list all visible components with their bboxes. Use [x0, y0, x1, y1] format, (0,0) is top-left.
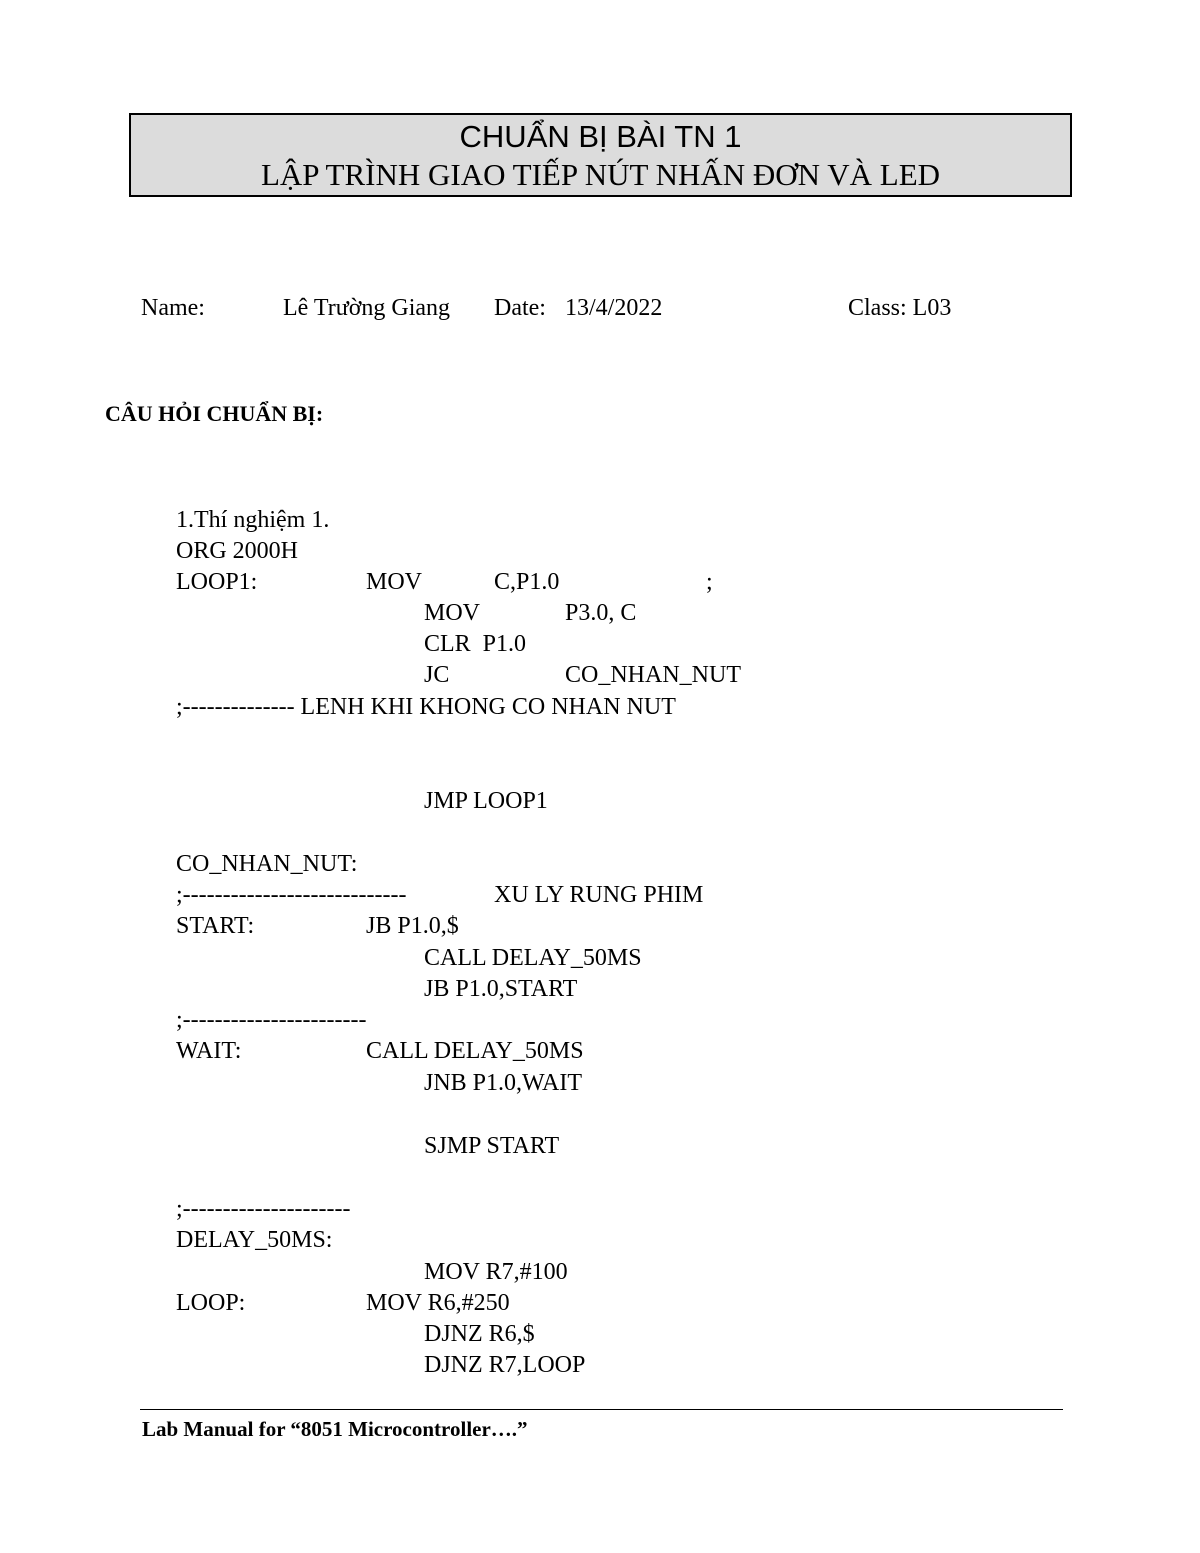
code-instruction: JB P1.0,$: [366, 913, 459, 939]
code-instruction: CALL DELAY_50MS: [366, 1038, 584, 1064]
document-subtitle: LẬP TRÌNH GIAO TIẾP NÚT NHẤN ĐƠN VÀ LED: [260, 157, 941, 192]
code-instruction: MOV R6,#250: [366, 1290, 510, 1316]
footer-divider: [140, 1409, 1063, 1410]
title-box: [129, 113, 1072, 197]
code-line: JNB P1.0,WAIT: [424, 1070, 583, 1096]
name-value: Lê Trường Giang: [283, 295, 451, 321]
code-heading: 1.Thí nghiệm 1.: [176, 507, 330, 533]
code-instruction: MOV: [424, 600, 481, 626]
code-comment: XU LY RUNG PHIM: [494, 882, 704, 908]
code-label: CO_NHAN_NUT:: [176, 851, 358, 877]
code-comment: ;-----------------------: [176, 1007, 367, 1033]
code-line: JB P1.0,START: [424, 976, 578, 1002]
code-instruction: JC: [424, 662, 450, 688]
name-label: Name:: [141, 295, 205, 321]
code-label: WAIT:: [176, 1038, 242, 1064]
code-comment: ;-------------- LENH KHI KHONG CO NHAN NUT: [176, 694, 676, 720]
code-label: LOOP1:: [176, 569, 258, 595]
section-title: CÂU HỎI CHUẨN BỊ:: [105, 401, 324, 426]
code-operand: C,P1.0: [494, 569, 560, 595]
code-label: LOOP:: [176, 1290, 246, 1316]
code-comment: ;----------------------------: [176, 882, 407, 908]
class-value: Class: L03: [848, 295, 952, 321]
code-line: DJNZ R7,LOOP: [424, 1352, 586, 1378]
code-line: DJNZ R6,$: [424, 1321, 535, 1347]
code-comment: ;---------------------: [176, 1196, 351, 1222]
code-line: CLR P1.0: [424, 631, 527, 657]
code-operand: CO_NHAN_NUT: [565, 662, 741, 688]
code-operand: P3.0, C: [565, 600, 637, 626]
code-label: DELAY_50MS:: [176, 1227, 333, 1253]
footer-text: Lab Manual for “8051 Microcontroller….”: [142, 1417, 528, 1441]
document-title: CHUẨN BỊ BÀI TN 1: [459, 119, 742, 154]
code-comment: ;: [706, 569, 713, 595]
code-line: JMP LOOP1: [424, 788, 548, 814]
date-value: 13/4/2022: [565, 295, 663, 321]
code-line: SJMP START: [424, 1133, 560, 1159]
code-line: ORG 2000H: [176, 538, 299, 564]
code-line: CALL DELAY_50MS: [424, 945, 642, 971]
code-line: MOV R7,#100: [424, 1259, 568, 1285]
date-label: Date:: [494, 295, 546, 321]
code-instruction: MOV: [366, 569, 423, 595]
code-label: START:: [176, 913, 255, 939]
